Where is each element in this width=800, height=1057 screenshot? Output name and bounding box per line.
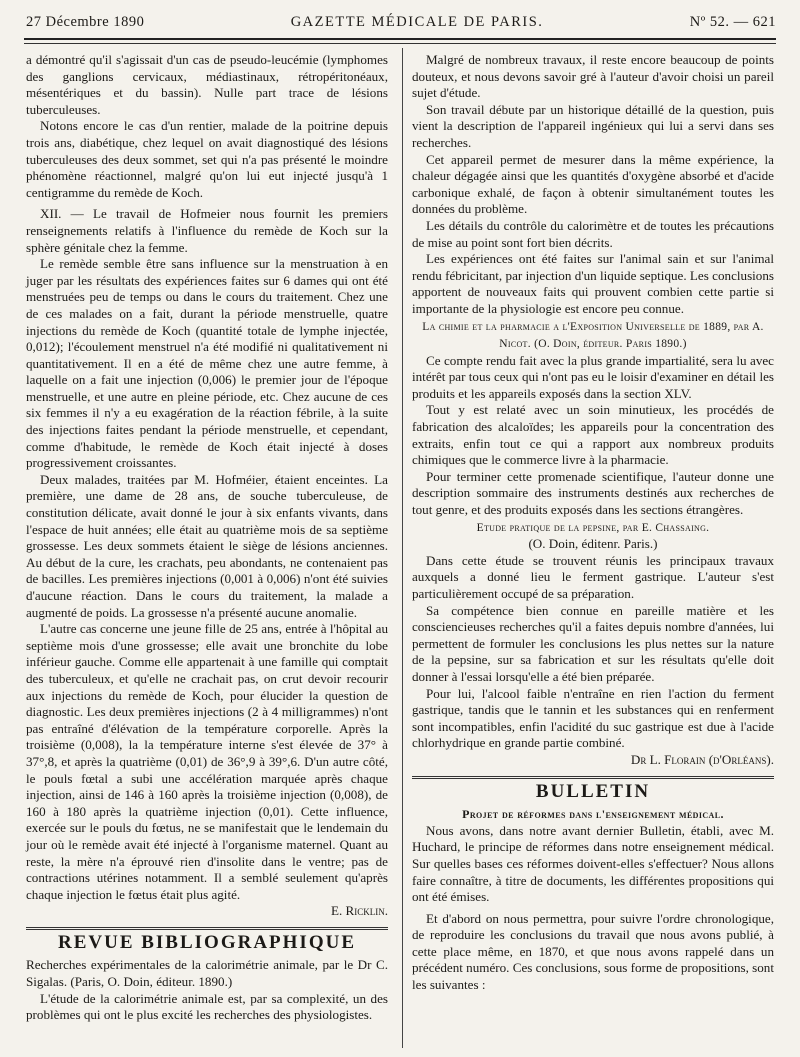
column-divider xyxy=(402,48,403,1048)
paragraph: L'autre cas concerne une jeune fille de 25 ans, entrée à l'hôpital au septième mois d'une grossesse; elle avait une bronchite du lobe inférieur gauche. Comme elle appartenait à une famille qui comptait des tuberculeux, et qu'elle ne crachait pas, on crut devoir recourir aux injections du remède de Koch, pour élucider la question de diagnostic. Les deux premières injections (2 à 4 milligrammes) n'ont pas entraîné d'élévation de la température corporelle. Après la troisième (0,008), la la température interne s'est élevée de 37° à 37°,8, et après la quatrième (0,01) de 36°,9 à 39°,6. D'un autre côté, le pouls fœtal a subi une accélération marquée après chaque injection, ainsi de 146 à 160 après la troisième injection (0,008), de 160 à 180 après la quatrième injection (0,01). Cette influence, exercée sur le pouls du fœtus, ne se manifestait que le lendemain du jour où le remède avait été injecté à l'organisme maternel. Quant au reste, la mère n'a éprouvé rien d'insolite dans le ventre; pas de contractions utérines notamment. Il a semblé seulement qu'après chaque injection le fœtus était plus agité. xyxy=(26,621,388,902)
paragraph: Notons encore le cas d'un rentier, malade de la poitrine depuis trois ans, diabétique, chez lequel on avait diagnostiqué des lésions tuberculeuses des deux sommet, set qui n'a pas présenté le moindre phénomène réactionnel, malgré qu'on lui eut injecté jusqu'à 1 centigramme du remède de Koch. xyxy=(26,118,388,200)
bibliography-entry: Recherches expérimentales de la calorimétrie animale, par le Dr C. Sigalas. (Paris, O. Doin, éditeur. 1890.) xyxy=(26,957,388,990)
left-column xyxy=(26,52,388,1024)
header-page-number: Nº 52. — 621 xyxy=(689,14,776,30)
header-title: GAZETTE MÉDICALE DE PARIS. xyxy=(290,14,544,30)
paragraph: Pour terminer cette promenade scientifique, l'auteur donne une description sommaire des instruments destinés aux recherches de tout genre, et des produits exposés dans les sections étrangères. xyxy=(412,468,774,518)
header-rule xyxy=(24,38,776,40)
page-header xyxy=(26,14,776,34)
paragraph: Deux malades, traitées par M. Hofméier, étaient enceintes. La première, une dame de 28 ans, de souche tuberculeuse, de constitution délicate, avait donné le jour à six enfants vivants, dans l'espace de huit années; elle était au quatrième mois de sa septième grossesse. Les deux sommets étaient le siège de lésions anciennes. Au début de la cure, les crachats, peu abondants, ne contenaient pas de bacilles. Les premières injections (0,001 à 0,006) n'ont été suivies d'aucune réaction. Dans le cours du traitement, la malade a augmenté de poids. La grossesse n'a présenté aucune anomalie. xyxy=(26,471,388,620)
author-signature: Dr L. Florain (d'Orléans). xyxy=(630,751,774,767)
paragraph: Tout y est relaté avec un soin minutieux, les procédés de fabrication des alcaloïdes; les appareils pour la concentration des extraits, enfin tout ce qui a rapport aux nombreux produits chimiques que le commerce livre à la pharmacie. xyxy=(412,402,774,468)
paragraph: Malgré de nombreux travaux, il reste encore beaucoup de points douteux, et nous devons savoir gré à l'auteur d'avoir choisi un pareil sujet d'étude. xyxy=(412,52,774,101)
paragraph: Dans cette étude se trouvent réunis les principaux travaux auxquels a donné lieu le ferment gastrique. L'auteur s'est particulièrement occupé de sa préparation. xyxy=(412,552,774,601)
paragraph: a démontré qu'il s'agissait d'un cas de pseudo-leucémie (lymphomes des ganglions cervicaux, médiastinaux, rétropéritonéaux, mésentériques et du bassin). Nulle part trace de lésions tuberculeuses. xyxy=(26,52,388,117)
paragraph: XII. — Le travail de Hofmeier nous fournit les premiers renseignements relatifs à l'influence du remède de Koch sur la sphère génitale chez la femme. xyxy=(26,206,388,255)
bibliography-entry: La chimie et la pharmacie a l'Exposition Universelle de 1889, par A. Nicot. (O. Doin, éditeur. Paris 1890.) xyxy=(422,320,764,351)
paragraph: Les expériences ont été faites sur l'animal sain et sur l'animal rendu fébricitant, par injection d'un liquide septique. Les conclusions apportent de nouveaux faits qui prouvent combien cette partie si importante de la physiologie est encore peu connue. xyxy=(412,251,774,316)
paragraph: Pour lui, l'alcool faible n'entraîne en rien l'action du ferment gastrique, tandis que le tannin et les substances qui en renferment sont incompatibles, enfin l'acidité du suc gastrique est due à l'acide chlorhydrique en grande partie combiné. xyxy=(412,685,774,751)
header-rule-thin xyxy=(24,43,776,44)
paragraph: Son travail débute par un historique détaillé de la question, puis vient la description de l'appareil ingénieux qui lui a servi dans ses recherches. xyxy=(412,101,774,150)
paragraph: Et d'abord on nous permettra, pour suivre l'ordre chronologique, de reproduire les conclusions du travail que nous avons publié, à cette place même, en 1870, et que nous avons rappelé dans un précédent numéro. Ces conclusions, sous forme de propositions, sont les suivantes : xyxy=(412,910,774,993)
bibliography-entry: Etude pratique de la pepsine, par E. Chassaing. (O. Doin, éditenr. Paris.) xyxy=(476,521,710,552)
section-rule xyxy=(26,927,388,930)
section-title-revue: REVUE BIBLIOGRAPHIQUE xyxy=(57,931,357,953)
paragraph: Ce compte rendu fait avec la plus grande impartialité, sera lu avec intérêt par tous ceux qui n'ont pas eu le loisir d'examiner en détail les produits et les appareils exposés dans la section XLV. xyxy=(412,352,774,401)
paragraph: L'étude de la calorimétrie animale est, par sa complexité, un des problèmes qui ont le plus excité les recherches des physiologistes. xyxy=(26,990,388,1023)
bulletin-subheading: Projet de réformes dans l'enseignement médical. xyxy=(462,807,724,822)
paragraph: Les détails du contrôle du calorimètre et de toutes les précautions de mise au point sont fort bien décrits. xyxy=(412,217,774,250)
section-title-bulletin: BULLETIN xyxy=(535,780,651,802)
author-signature: E. Ricklin. xyxy=(330,903,388,919)
paragraph: Nous avons, dans notre avant dernier Bulletin, établi, avec M. Huchard, le principe de réformes dans notre enseignement médical. Sur quelles bases ces réformes doivent-elles s'effectuer? Nous allons faire connaître, à titre de documents, les différentes propositions qui ont été émises. xyxy=(412,822,774,905)
paragraph: Le remède semble être sans influence sur la menstruation à en juger par les résultats des expériences faites sur 6 dames qui ont été menstruées peu de temps ou dans le cours du traitement. Chez une de ces malades on a fait, durant la période menstruelle, quatre injections du remède de Koch (quantité totale de lymphe injectée, 0,012); l'écoulement menstruel n'a été modifié ni qualitativement ni quantitativement. Il en a été de même chez une autre femme, à laquelle on a fait une injection (0,006) le premier jour de l'époque menstruelle, et une autre en pleine période, etc. Chez aucune de ces six femmes il n'y a eu exagération de la réaction fébrile, à la suite des injections faites pendant la période menstruelle, et cependant, comme d'habitude, le remède de Koch était injecté à doses progressivement croissantes. xyxy=(26,256,388,471)
paragraph: Sa compétence bien connue en pareille matière et les consciencieuses recherches qu'il a faites depuis nombre d'années, lui permettent de formuler les conclusions les plus nettes sur la nature de la pepsine, sur sa fabrication et sur les résultats qu'elle doit donner à l'essai lorsqu'elle a été bien préparée. xyxy=(412,602,774,684)
paragraph: Cet appareil permet de mesurer dans la même expérience, la chaleur dégagée ainsi que les quantités d'oxygène absorbé et d'acide carbonique exhalé, de façon à obtenir simultanément toutes les données du problème. xyxy=(412,151,774,217)
header-date: 27 Décembre 1890 xyxy=(26,14,145,30)
section-rule xyxy=(412,776,774,779)
right-column xyxy=(412,52,774,994)
